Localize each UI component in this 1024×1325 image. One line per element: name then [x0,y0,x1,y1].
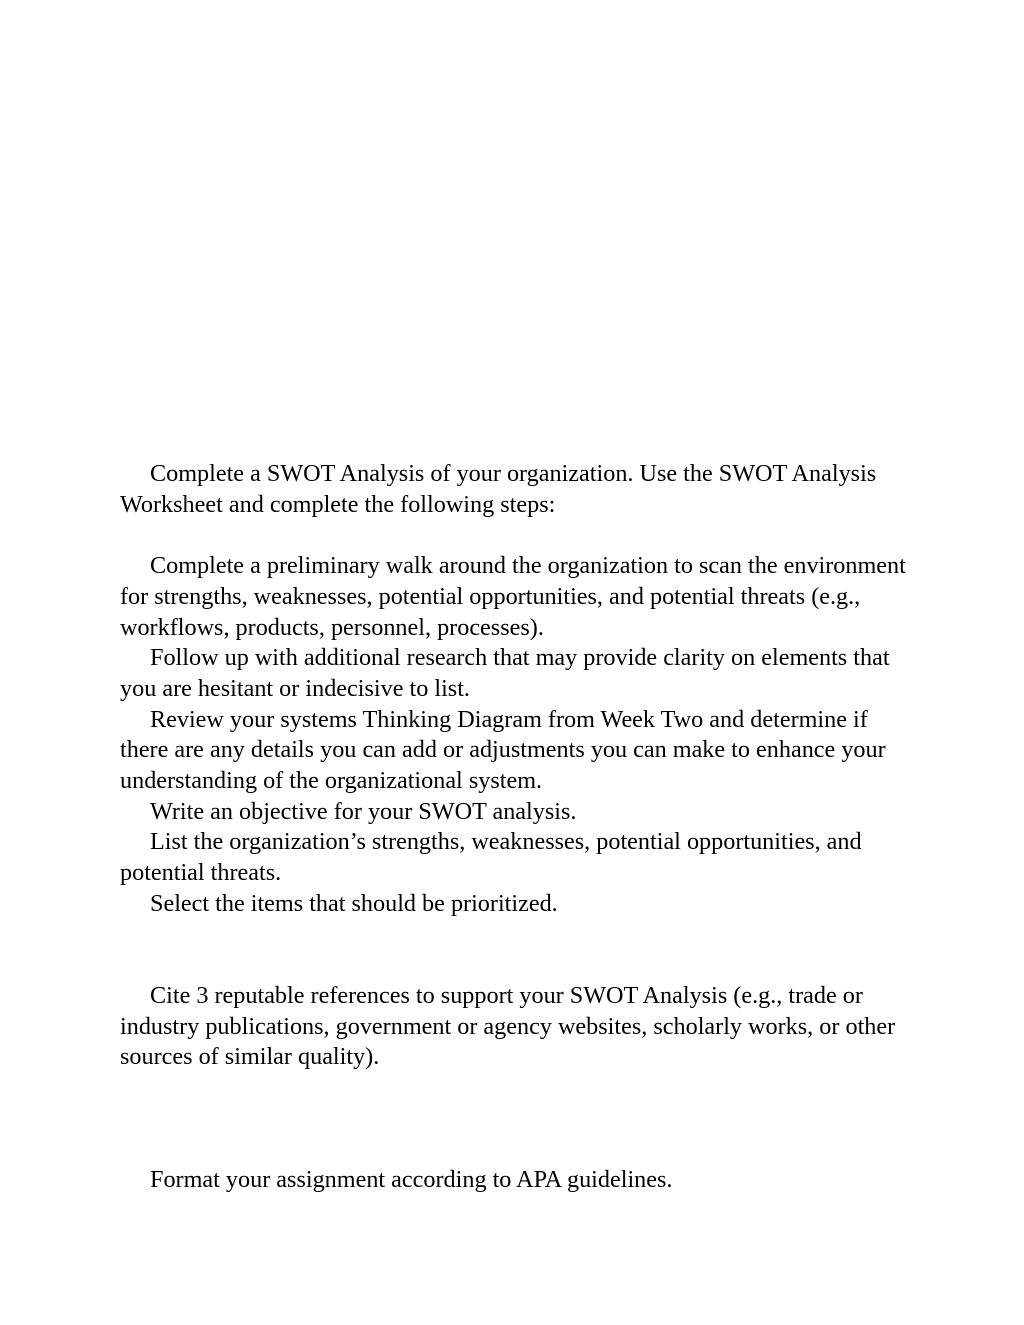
document-body [120,459,910,1196]
paragraph-spacer [120,1073,910,1165]
step-prioritize: Select the items that should be prioritized. [150,889,558,917]
step-write-objective: Write an objective for your SWOT analysis. [150,797,577,825]
step-list-swot: List the organization’s strengths, weaknesses, potential opportunities, and potential threats. [120,828,862,887]
format-paragraph: Format your assignment according to APA guidelines. [150,1166,673,1194]
step-follow-up-research: Follow up with additional research that may provide clarity on elements that you are hesitant or indecisive to list. [120,644,890,702]
step-review-diagram: Review your systems Thinking Diagram from Week Two and determine if there are any details you can add or adjustments you can make to enhance your understanding of the organizational system. [120,705,886,795]
references-paragraph: Cite 3 reputable references to support your SWOT Analysis (e.g., trade or industry publications, government or agency websites, scholarly works, or other sources of similar quality). [120,981,896,1071]
intro-paragraph: Complete a SWOT Analysis of your organization. Use the SWOT Analysis Worksheet and complete the following steps: [120,460,877,518]
paragraph-spacer [120,920,910,981]
paragraph-spacer [120,520,910,551]
step-walk-around: Complete a preliminary walk around the organization to scan the environment for strengths, weaknesses, potential opportunities, and potential threats (e.g., workflows, products, personnel, processes). [120,552,906,641]
